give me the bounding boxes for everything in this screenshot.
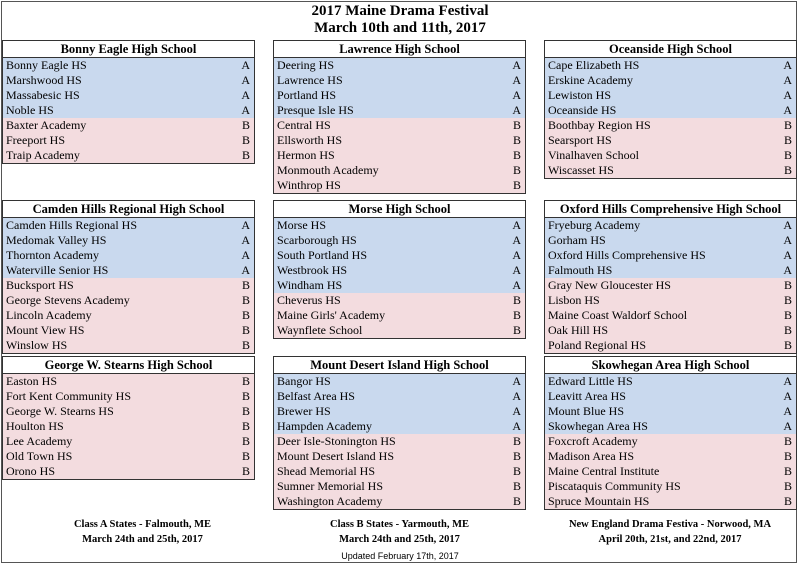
school-class: B [241, 464, 250, 478]
school-row [3, 308, 254, 323]
school-name: Brewer HS [277, 404, 331, 418]
school-row [274, 419, 525, 434]
school-class: B [512, 148, 521, 162]
school-class: A [783, 263, 792, 277]
school-name: Baxter Academy [6, 118, 87, 132]
school-row [3, 148, 254, 163]
school-row [274, 133, 525, 148]
school-row [3, 88, 254, 103]
school-name: Lincoln Academy [6, 308, 92, 322]
school-name: Bonny Eagle HS [6, 58, 87, 72]
host-group-title: Oceanside High School [545, 41, 796, 58]
school-name: Maine Central Institute [548, 464, 660, 478]
school-row [3, 233, 254, 248]
school-name: Lisbon HS [548, 293, 600, 307]
school-row [545, 218, 796, 233]
school-class: B [241, 404, 250, 418]
school-name: Bangor HS [277, 374, 331, 388]
school-name: Ellsworth HS [277, 133, 343, 147]
school-class: B [783, 494, 792, 508]
host-group-title: Camden Hills Regional High School [3, 201, 254, 218]
school-class: B [783, 118, 792, 132]
school-class: B [512, 308, 521, 322]
school-name: Maine Girls' Academy [277, 308, 386, 322]
school-row [545, 248, 796, 263]
school-class: A [783, 233, 792, 247]
school-class: A [241, 73, 250, 87]
school-class: B [241, 389, 250, 403]
school-row [545, 374, 796, 389]
school-name: Skowhegan Area HS [548, 419, 648, 433]
school-name: Oak Hill HS [548, 323, 608, 337]
school-row [274, 389, 525, 404]
school-class: A [512, 419, 521, 433]
school-class: B [512, 449, 521, 463]
school-class: A [512, 374, 521, 388]
school-name: Orono HS [6, 464, 56, 478]
school-row [274, 103, 525, 118]
school-row [3, 263, 254, 278]
school-name: Sumner Memorial HS [277, 479, 383, 493]
host-group [273, 200, 526, 339]
host-group-title: Mount Desert Island High School [274, 357, 525, 374]
school-name: Oxford Hills Comprehensive HS [548, 248, 706, 262]
school-name: Mount Desert Island HS [277, 449, 394, 463]
school-row [545, 148, 796, 163]
school-row [274, 263, 525, 278]
school-row [545, 449, 796, 464]
school-name: Noble HS [6, 103, 54, 117]
school-name: Scarborough HS [277, 233, 357, 247]
school-row [545, 163, 796, 178]
school-name: Falmouth HS [548, 263, 613, 277]
school-class: B [241, 449, 250, 463]
school-name: Westbrook HS [277, 263, 348, 277]
school-class: B [783, 133, 792, 147]
school-class: A [783, 389, 792, 403]
school-class: A [512, 389, 521, 403]
page-title: 2017 Maine Drama Festival [311, 3, 489, 19]
school-name: Bucksport HS [6, 278, 74, 292]
school-class: B [512, 293, 521, 307]
school-row [545, 404, 796, 419]
school-class: A [512, 218, 521, 232]
footer-new-england [540, 517, 800, 547]
school-row [274, 178, 525, 193]
school-class: B [241, 148, 250, 162]
school-name: Easton HS [6, 374, 57, 388]
school-row [545, 118, 796, 133]
school-row [3, 118, 254, 133]
school-row [545, 389, 796, 404]
school-class: A [783, 73, 792, 87]
school-row [274, 278, 525, 293]
school-name: Belfast Area HS [277, 389, 355, 403]
school-name: Wiscasset HS [548, 163, 614, 177]
school-row [3, 464, 254, 479]
school-name: Deering HS [277, 58, 334, 72]
footer-new-england-location: New England Drama Festiva - Norwood, MA [568, 519, 772, 530]
school-row [274, 58, 525, 73]
school-name: George W. Stearns HS [6, 404, 114, 418]
school-row [274, 449, 525, 464]
school-class: B [241, 308, 250, 322]
school-row [3, 374, 254, 389]
footer-class-b-location: Class B States - Yarmouth, ME [329, 519, 470, 530]
school-name: Massabesic HS [6, 88, 80, 102]
host-group-title: George W. Stearns High School [3, 357, 254, 374]
school-class: A [241, 88, 250, 102]
school-row [274, 434, 525, 449]
school-name: Marshwood HS [6, 73, 82, 87]
school-name: Washington Academy [277, 494, 383, 508]
school-name: Mount Blue HS [548, 404, 625, 418]
school-class: A [512, 233, 521, 247]
school-row [3, 103, 254, 118]
school-row [3, 419, 254, 434]
school-class: A [512, 278, 521, 292]
host-group-title: Oxford Hills Comprehensive High School [545, 201, 796, 218]
footer-class-a-location: Class A States - Falmouth, ME [73, 519, 212, 530]
host-group-title: Morse High School [274, 201, 525, 218]
school-class: A [512, 58, 521, 72]
school-class: B [783, 434, 792, 448]
school-row [545, 308, 796, 323]
school-class: B [512, 464, 521, 478]
school-name: Hampden Academy [277, 419, 372, 433]
school-row [545, 73, 796, 88]
host-group [544, 40, 797, 179]
school-row [3, 338, 254, 353]
school-class: B [783, 323, 792, 337]
school-class: B [512, 133, 521, 147]
school-row [274, 248, 525, 263]
school-class: B [512, 118, 521, 132]
host-group [2, 40, 255, 164]
school-class: A [512, 404, 521, 418]
school-row [3, 323, 254, 338]
school-class: B [783, 148, 792, 162]
school-class: B [783, 278, 792, 292]
school-row [3, 389, 254, 404]
school-class: B [512, 323, 521, 337]
footer-new-england-dates: April 20th, 21st, and 22nd, 2017 [598, 534, 742, 545]
school-name: Cheverus HS [277, 293, 341, 307]
school-name: Houlton HS [6, 419, 64, 433]
school-name: Gray New Gloucester HS [548, 278, 671, 292]
school-row [274, 374, 525, 389]
school-class: B [241, 278, 250, 292]
school-name: Central HS [277, 118, 331, 132]
school-row [545, 278, 796, 293]
school-row [545, 133, 796, 148]
school-class: B [241, 133, 250, 147]
school-class: A [512, 103, 521, 117]
school-name: Monmouth Academy [277, 163, 379, 177]
school-class: A [512, 73, 521, 87]
school-name: Lee Academy [6, 434, 73, 448]
school-name: Oceanside HS [548, 103, 617, 117]
school-row [274, 323, 525, 338]
school-name: Boothbay Region HS [548, 118, 651, 132]
school-row [3, 218, 254, 233]
host-group [273, 40, 526, 194]
school-name: Lawrence HS [277, 73, 343, 87]
school-row [3, 248, 254, 263]
host-group [273, 356, 526, 510]
school-row [545, 419, 796, 434]
school-row [3, 404, 254, 419]
school-name: Cape Elizabeth HS [548, 58, 640, 72]
school-row [274, 73, 525, 88]
school-name: Freeport HS [6, 133, 65, 147]
school-name: Presque Isle HS [277, 103, 354, 117]
school-row [3, 58, 254, 73]
school-class: A [783, 374, 792, 388]
school-row [274, 148, 525, 163]
host-group [2, 200, 255, 354]
school-class: B [241, 118, 250, 132]
school-class: A [783, 58, 792, 72]
school-class: B [241, 293, 250, 307]
school-name: Erskine Academy [548, 73, 633, 87]
school-row [545, 58, 796, 73]
school-name: South Portland HS [277, 248, 368, 262]
school-class: B [241, 323, 250, 337]
school-row [545, 263, 796, 278]
school-class: B [783, 308, 792, 322]
school-class: A [241, 233, 250, 247]
school-class: A [512, 88, 521, 102]
school-class: A [241, 218, 250, 232]
school-name: Old Town HS [6, 449, 73, 463]
school-name: Winslow HS [6, 338, 68, 352]
footer-class-a-dates: March 24th and 25th, 2017 [82, 534, 203, 545]
footer-class-a [16, 517, 269, 547]
school-name: Gorham HS [548, 233, 606, 247]
school-name: Poland Regional HS [548, 338, 646, 352]
school-name: Maine Coast Waldorf School [548, 308, 688, 322]
school-name: Shead Memorial HS [277, 464, 375, 478]
school-class: A [512, 248, 521, 262]
school-row [545, 338, 796, 353]
school-class: A [783, 404, 792, 418]
school-class: B [512, 163, 521, 177]
school-name: Morse HS [277, 218, 327, 232]
school-name: Piscataquis Community HS [548, 479, 681, 493]
school-class: B [512, 479, 521, 493]
school-class: B [783, 163, 792, 177]
school-name: Camden Hills Regional HS [6, 218, 137, 232]
school-class: B [783, 338, 792, 352]
school-class: A [241, 58, 250, 72]
school-row [545, 233, 796, 248]
school-name: Medomak Valley HS [6, 233, 107, 247]
school-row [274, 404, 525, 419]
school-class: A [783, 103, 792, 117]
page-subtitle: March 10th and 11th, 2017 [314, 20, 486, 36]
school-row [545, 464, 796, 479]
school-name: Leavitt Area HS [548, 389, 626, 403]
school-row [545, 434, 796, 449]
school-class: A [241, 103, 250, 117]
school-name: Traip Academy [6, 148, 80, 162]
school-name: Deer Isle-Stonington HS [277, 434, 396, 448]
school-class: A [783, 88, 792, 102]
school-class: A [512, 263, 521, 277]
school-name: Waynflete School [277, 323, 363, 337]
school-row [3, 434, 254, 449]
school-class: B [512, 494, 521, 508]
footer-class-b-dates: March 24th and 25th, 2017 [339, 534, 460, 545]
school-row [274, 308, 525, 323]
school-class: B [512, 434, 521, 448]
school-name: Portland HS [277, 88, 337, 102]
school-row [545, 293, 796, 308]
school-row [274, 118, 525, 133]
school-class: A [241, 263, 250, 277]
host-group [544, 356, 797, 510]
school-name: Winthrop HS [277, 178, 341, 192]
school-row [274, 218, 525, 233]
school-class: A [241, 248, 250, 262]
school-class: B [783, 293, 792, 307]
school-row [274, 494, 525, 509]
school-class: B [512, 178, 521, 192]
school-name: Mount View HS [6, 323, 85, 337]
school-row [545, 103, 796, 118]
school-name: Hermon HS [277, 148, 335, 162]
school-class: B [241, 374, 250, 388]
school-name: Edward Little HS [548, 374, 633, 388]
school-row [274, 293, 525, 308]
school-row [545, 494, 796, 509]
school-name: Windham HS [277, 278, 343, 292]
school-name: Lewiston HS [548, 88, 611, 102]
host-group-title: Skowhegan Area High School [545, 357, 796, 374]
school-class: A [783, 419, 792, 433]
school-name: Spruce Mountain HS [548, 494, 650, 508]
school-row [274, 233, 525, 248]
school-row [274, 163, 525, 178]
host-group-title: Lawrence High School [274, 41, 525, 58]
school-row [3, 133, 254, 148]
footer-class-b [273, 517, 526, 547]
school-row [3, 73, 254, 88]
host-group [2, 356, 255, 480]
school-name: Fryeburg Academy [548, 218, 641, 232]
school-class: B [783, 449, 792, 463]
school-name: Waterville Senior HS [6, 263, 109, 277]
school-row [3, 293, 254, 308]
school-row [545, 323, 796, 338]
school-name: Vinalhaven School [548, 148, 639, 162]
school-row [274, 464, 525, 479]
school-name: Thornton Academy [6, 248, 99, 262]
school-name: Fort Kent Community HS [6, 389, 132, 403]
school-row [545, 88, 796, 103]
school-class: A [783, 248, 792, 262]
updated-note: Updated February 17th, 2017 [341, 551, 459, 561]
school-class: B [241, 419, 250, 433]
school-row [274, 479, 525, 494]
school-name: Searsport HS [548, 133, 612, 147]
school-name: Madison Area HS [548, 449, 634, 463]
school-name: Foxcroft Academy [548, 434, 638, 448]
school-class: B [241, 434, 250, 448]
school-row [274, 88, 525, 103]
school-class: A [783, 218, 792, 232]
school-class: B [241, 338, 250, 352]
school-row [3, 278, 254, 293]
school-class: B [783, 479, 792, 493]
host-group [544, 200, 797, 354]
school-row [545, 479, 796, 494]
host-group-title: Bonny Eagle High School [3, 41, 254, 58]
school-class: B [783, 464, 792, 478]
school-row [3, 449, 254, 464]
school-name: George Stevens Academy [6, 293, 130, 307]
